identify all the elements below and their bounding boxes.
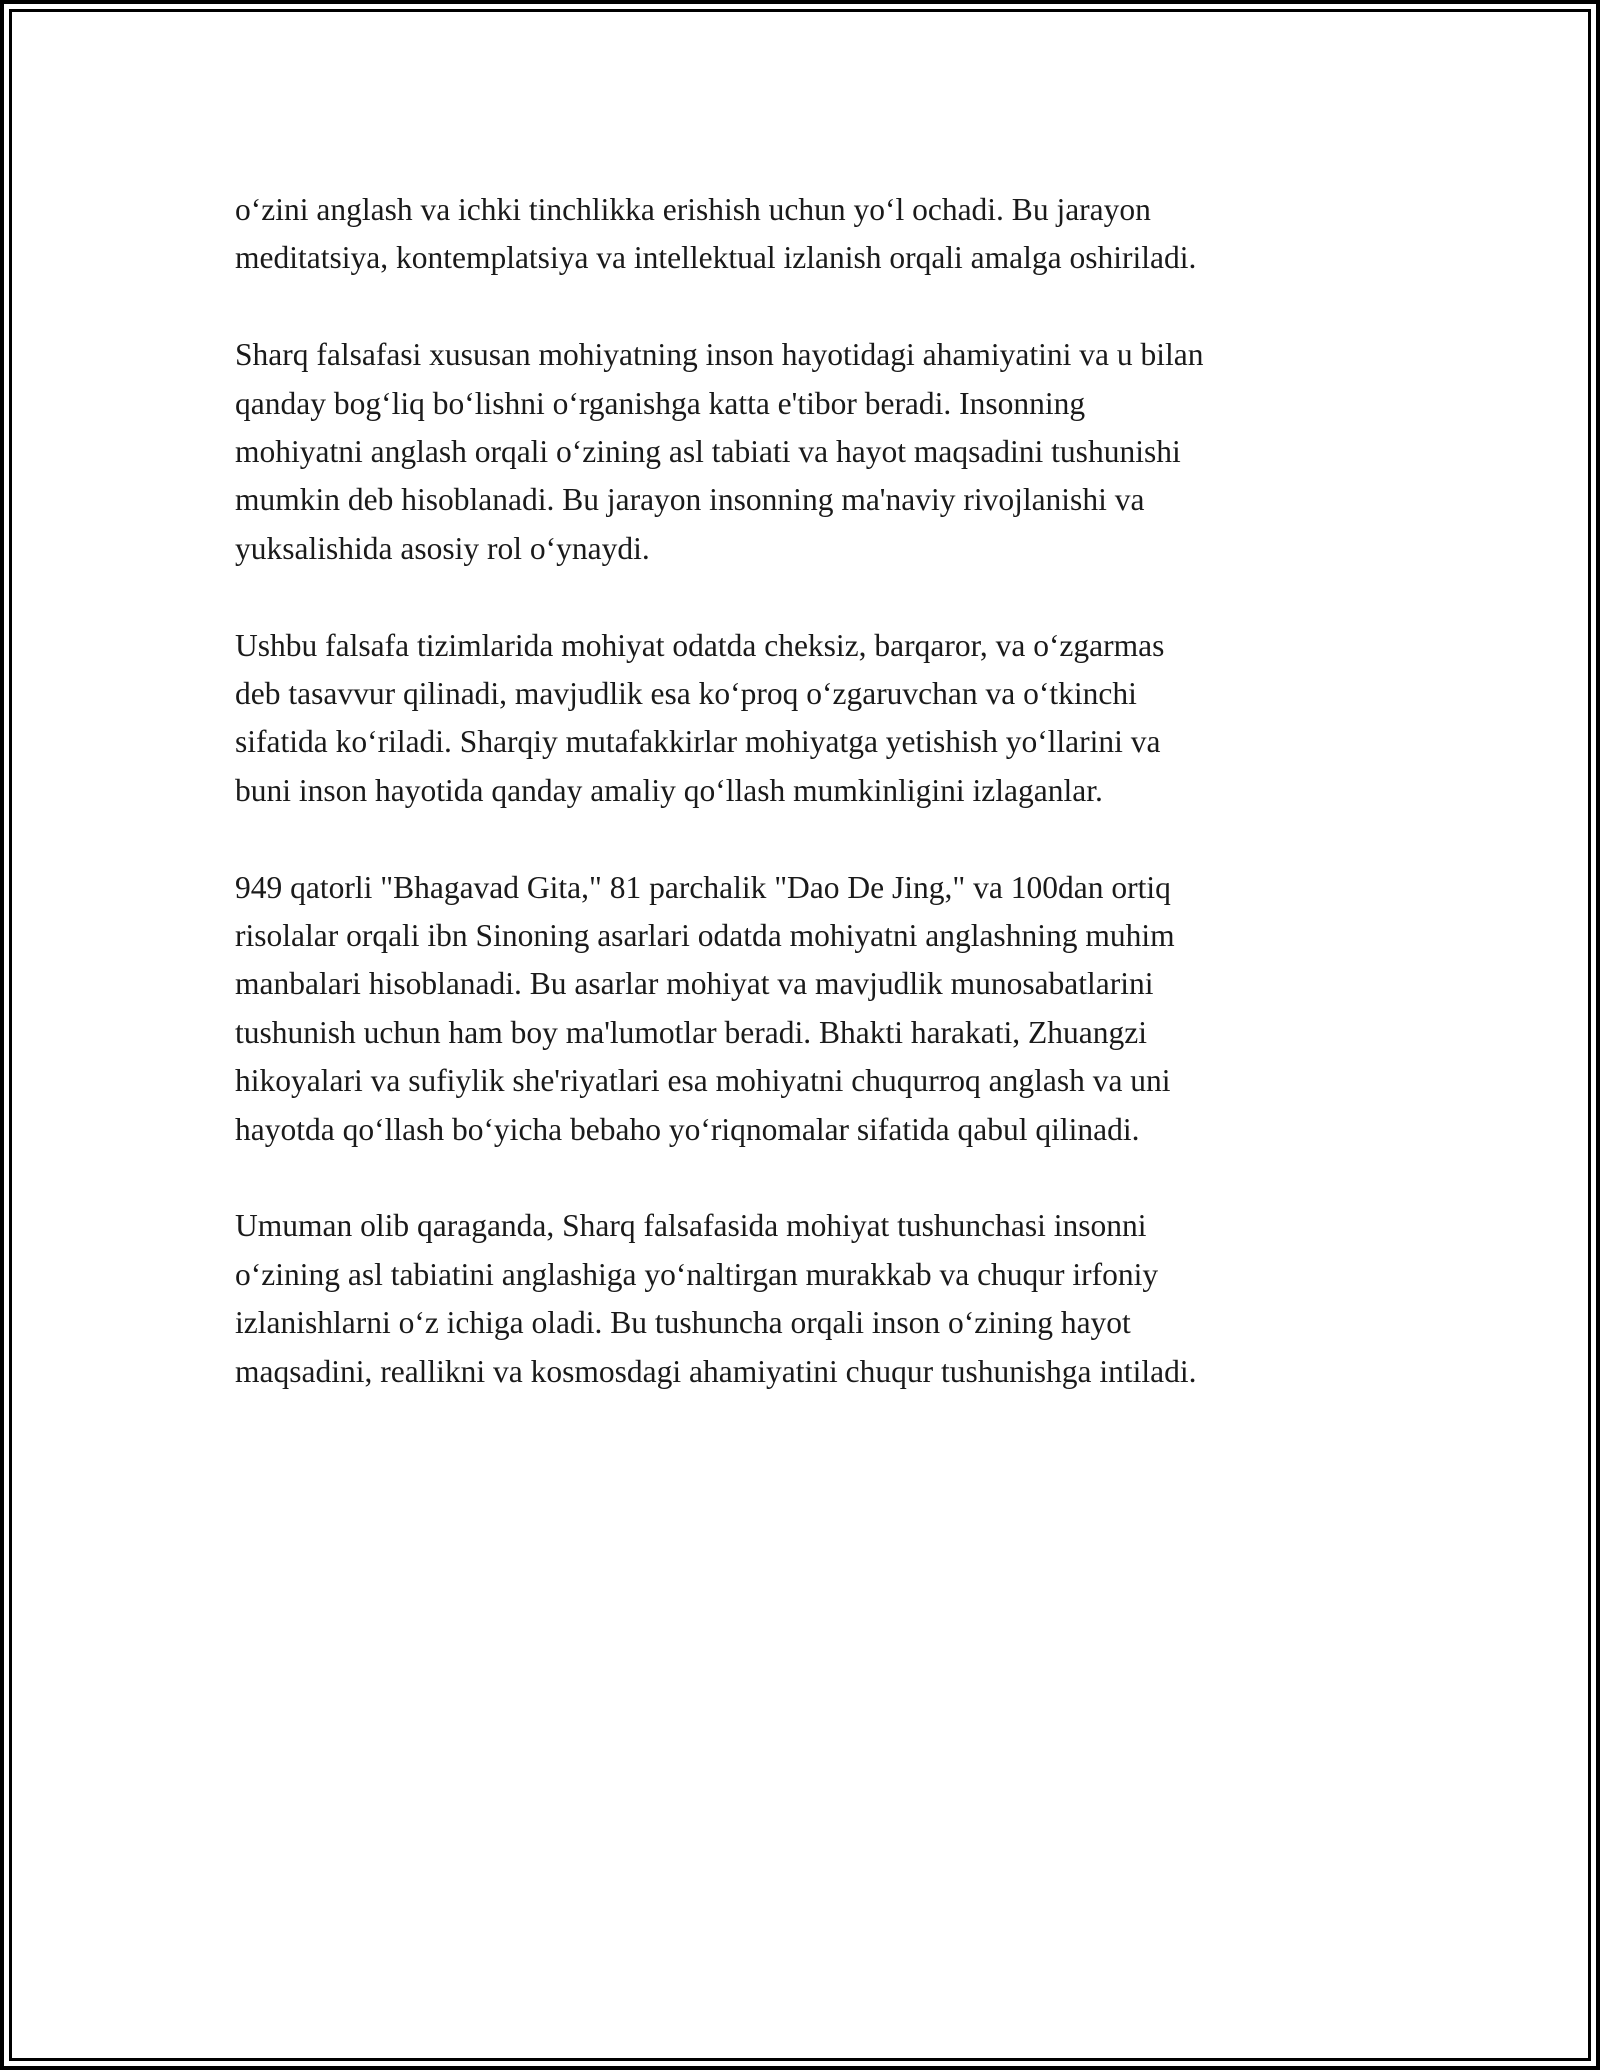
text-line: risolalar orqali ibn Sinoning asarlari odatda mohiyatni anglashning muhim	[235, 918, 1175, 954]
text-line: hayotda qo‘llash bo‘yicha bebaho yo‘riqnomalar sifatida qabul qilinadi.	[235, 1111, 1140, 1147]
text-line: o‘zini anglash va ichki tinchlikka erishish uchun yo‘l ochadi. Bu jarayon	[235, 192, 1151, 227]
text-line: yuksalishida asosiy rol o‘ynaydi.	[235, 530, 650, 566]
text-line: izlanishlarni o‘z ichiga oladi. Bu tushuncha orqali inson o‘zining hayot	[235, 1305, 1131, 1341]
text-line: sifatida ko‘riladi. Sharqiy mutafakkirlar mohiyatga yetishish yo‘llarini va	[235, 724, 1161, 760]
text-line: Ushbu falsafa tizimlarida mohiyat odatda cheksiz, barqaror, va o‘zgarmas	[235, 627, 1165, 663]
paragraph-2	[235, 331, 1380, 573]
text-line: tushunish uchun ham boy ma'lumotlar beradi. Bhakti harakati, Zhuangzi	[235, 1014, 1147, 1050]
paragraph-3	[235, 622, 1380, 816]
text-line: buni inson hayotida qanday amaliy qo‘llash mumkinligini izlaganlar.	[235, 772, 1103, 808]
text-line: o‘zining asl tabiatini anglashiga yo‘naltirgan murakkab va chuqur irfoniy	[235, 1256, 1159, 1292]
text-line: manbalari hisoblanadi. Bu asarlar mohiyat va mavjudlik munosabatlarini	[235, 966, 1154, 1002]
text-line: qanday bog‘liq bo‘lishni o‘rganishga katta e'tibor beradi. Insonning	[235, 385, 1086, 421]
text-line: maqsadini, reallikni va kosmosdagi ahamiyatini chuqur tushunishga intiladi.	[235, 1353, 1197, 1389]
text-line: Sharq falsafasi xususan mohiyatning inson hayotidagi ahamiyatini va u bilan	[235, 337, 1204, 373]
paragraph-1	[235, 186, 1380, 283]
paragraph-5	[235, 1202, 1380, 1396]
text-line: 949 qatorli "Bhagavad Gita," 81 parchalik "Dao De Jing," va 100dan ortiq	[235, 869, 1171, 905]
text-line: hikoyalari va sufiylik she'riyatlari esa mohiyatni chuqurroq anglash va uni	[235, 1063, 1171, 1099]
document-body	[235, 186, 1380, 1444]
text-line: Umuman olib qaraganda, Sharq falsafasida mohiyat tushunchasi insonni	[235, 1208, 1147, 1244]
text-line: mohiyatni anglash orqali o‘zining asl tabiati va hayot maqsadini tushunishi	[235, 434, 1181, 470]
text-line: meditatsiya, kontemplatsiya va intellektual izlanish orqali amalga oshiriladi.	[235, 240, 1197, 276]
text-line: mumkin deb hisoblanadi. Bu jarayon insonning ma'naviy rivojlanishi va	[235, 482, 1145, 518]
text-line: deb tasavvur qilinadi, mavjudlik esa ko‘proq o‘zgaruvchan va o‘tkinchi	[235, 676, 1137, 712]
paragraph-4	[235, 864, 1380, 1154]
